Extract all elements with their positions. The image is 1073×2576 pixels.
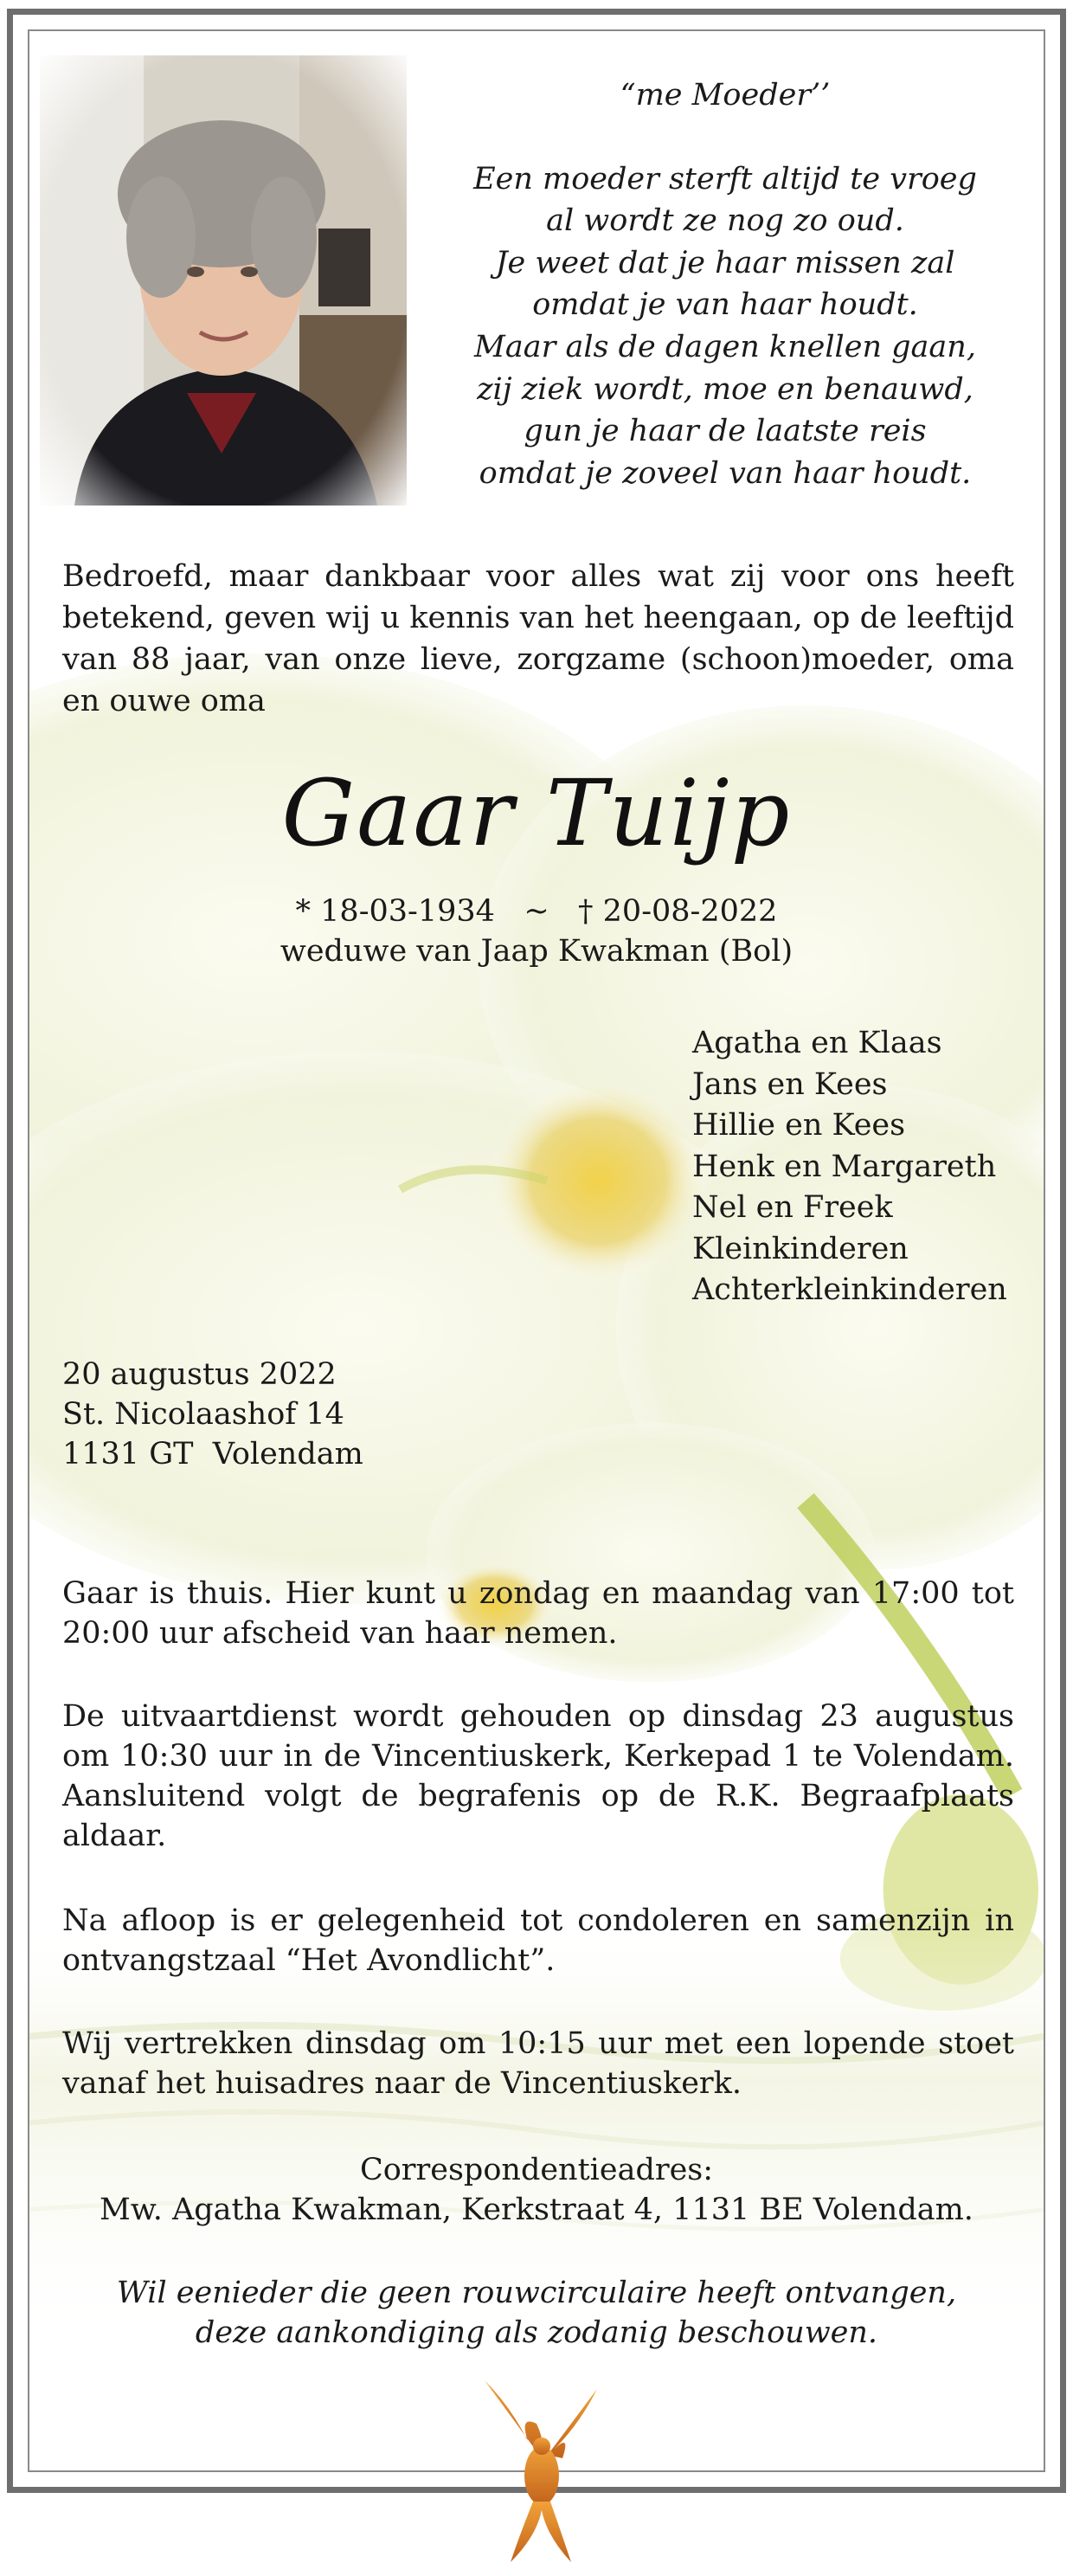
condolence-paragraph: Na afloop is er gelegenheid tot condoleren en samenzijn in ontvangstzaal “Het Avondlicht”.	[62, 1903, 1014, 1978]
portrait-illustration	[40, 55, 407, 506]
family-member: Kleinkinderen	[692, 1231, 909, 1266]
intro-text: Bedroefd, maar dankbaar voor alles wat zij voor ons heeft betekend, geven wij u kennis van het heengaan, op de leeftijd van 88 jaar, van onze lieve, zorgzame (schoon)moeder, oma en ouwe oma	[62, 559, 1014, 718]
address-date: 20 augustus 2022	[62, 1357, 337, 1392]
poem-line: omdat je zoveel van haar houdt.	[479, 455, 972, 491]
family-member: Jans en Kees	[692, 1066, 888, 1102]
poem	[448, 74, 1002, 494]
visiting-paragraph: Gaar is thuis. Hier kunt u zondag en maandag van 17:00 tot 20:00 uur afscheid van haar nemen.	[62, 1576, 1014, 1651]
family-member: Agatha en Klaas	[692, 1026, 942, 1060]
family-member: Nel en Freek	[692, 1190, 893, 1225]
correspondence-block	[0, 2150, 1073, 2230]
closing-note	[0, 2273, 1073, 2353]
portrait-photo	[40, 55, 407, 506]
procession-paragraph: Wij vertrekken dinsdag om 10:15 uur met een lopende stoet vanaf het huisadres naar de Vincentiuskerk.	[62, 2026, 1014, 2101]
poem-line: gun je haar de laatste reis	[524, 414, 927, 449]
correspondence-address: Mw. Agatha Kwakman, Kerkstraat 4, 1131 BE Volendam.	[100, 2193, 973, 2227]
poem-title: “me Moeder’’	[620, 78, 831, 113]
birth-death-dates: * 18-03-1934 ~ † 20-08-2022	[295, 894, 778, 929]
poem-line: Een moeder sterft altijd te vroeg	[473, 161, 977, 196]
dove-icon	[467, 2372, 614, 2571]
correspondence-label: Correspondentieadres:	[359, 2153, 714, 2187]
address-street: St. Nicolaashof 14	[62, 1397, 344, 1432]
poem-line: omdat je van haar houdt.	[532, 287, 918, 323]
life-dates	[0, 892, 1073, 971]
family-member: Hillie en Kees	[692, 1108, 906, 1143]
family-member: Henk en Margareth	[692, 1149, 997, 1184]
widow-line: weduwe van Jaap Kwakman (Bol)	[279, 934, 794, 969]
closing-line: Wil eenieder die geen rouwcirculaire heeft ontvangen,	[116, 2276, 957, 2310]
closing-line: deze aankondiging als zodanig beschouwen.	[195, 2315, 878, 2350]
poem-line: Je weet dat je haar missen zal	[495, 245, 955, 280]
poem-line: Maar als de dagen knellen gaan,	[474, 329, 976, 364]
poem-line: zij ziek wordt, moe en benauwd,	[477, 371, 973, 407]
deceased-name: Gaar Tuijp	[281, 760, 792, 866]
poem-line: al wordt ze nog zo oud.	[546, 203, 904, 239]
address-city: 1131 GT Volendam	[62, 1437, 363, 1472]
service-paragraph: De uitvaartdienst wordt gehouden op dinsdag 23 augustus om 10:30 uur in de Vincentiuskerk, Kerkepad 1 te Volendam. Aansluitend volgt de begrafenis op de R.K. Begraafplaats aldaar.	[62, 1699, 1014, 1853]
home-address	[62, 1355, 363, 1474]
family-list	[692, 1023, 1007, 1311]
family-member: Achterkleinkinderen	[692, 1272, 1007, 1307]
